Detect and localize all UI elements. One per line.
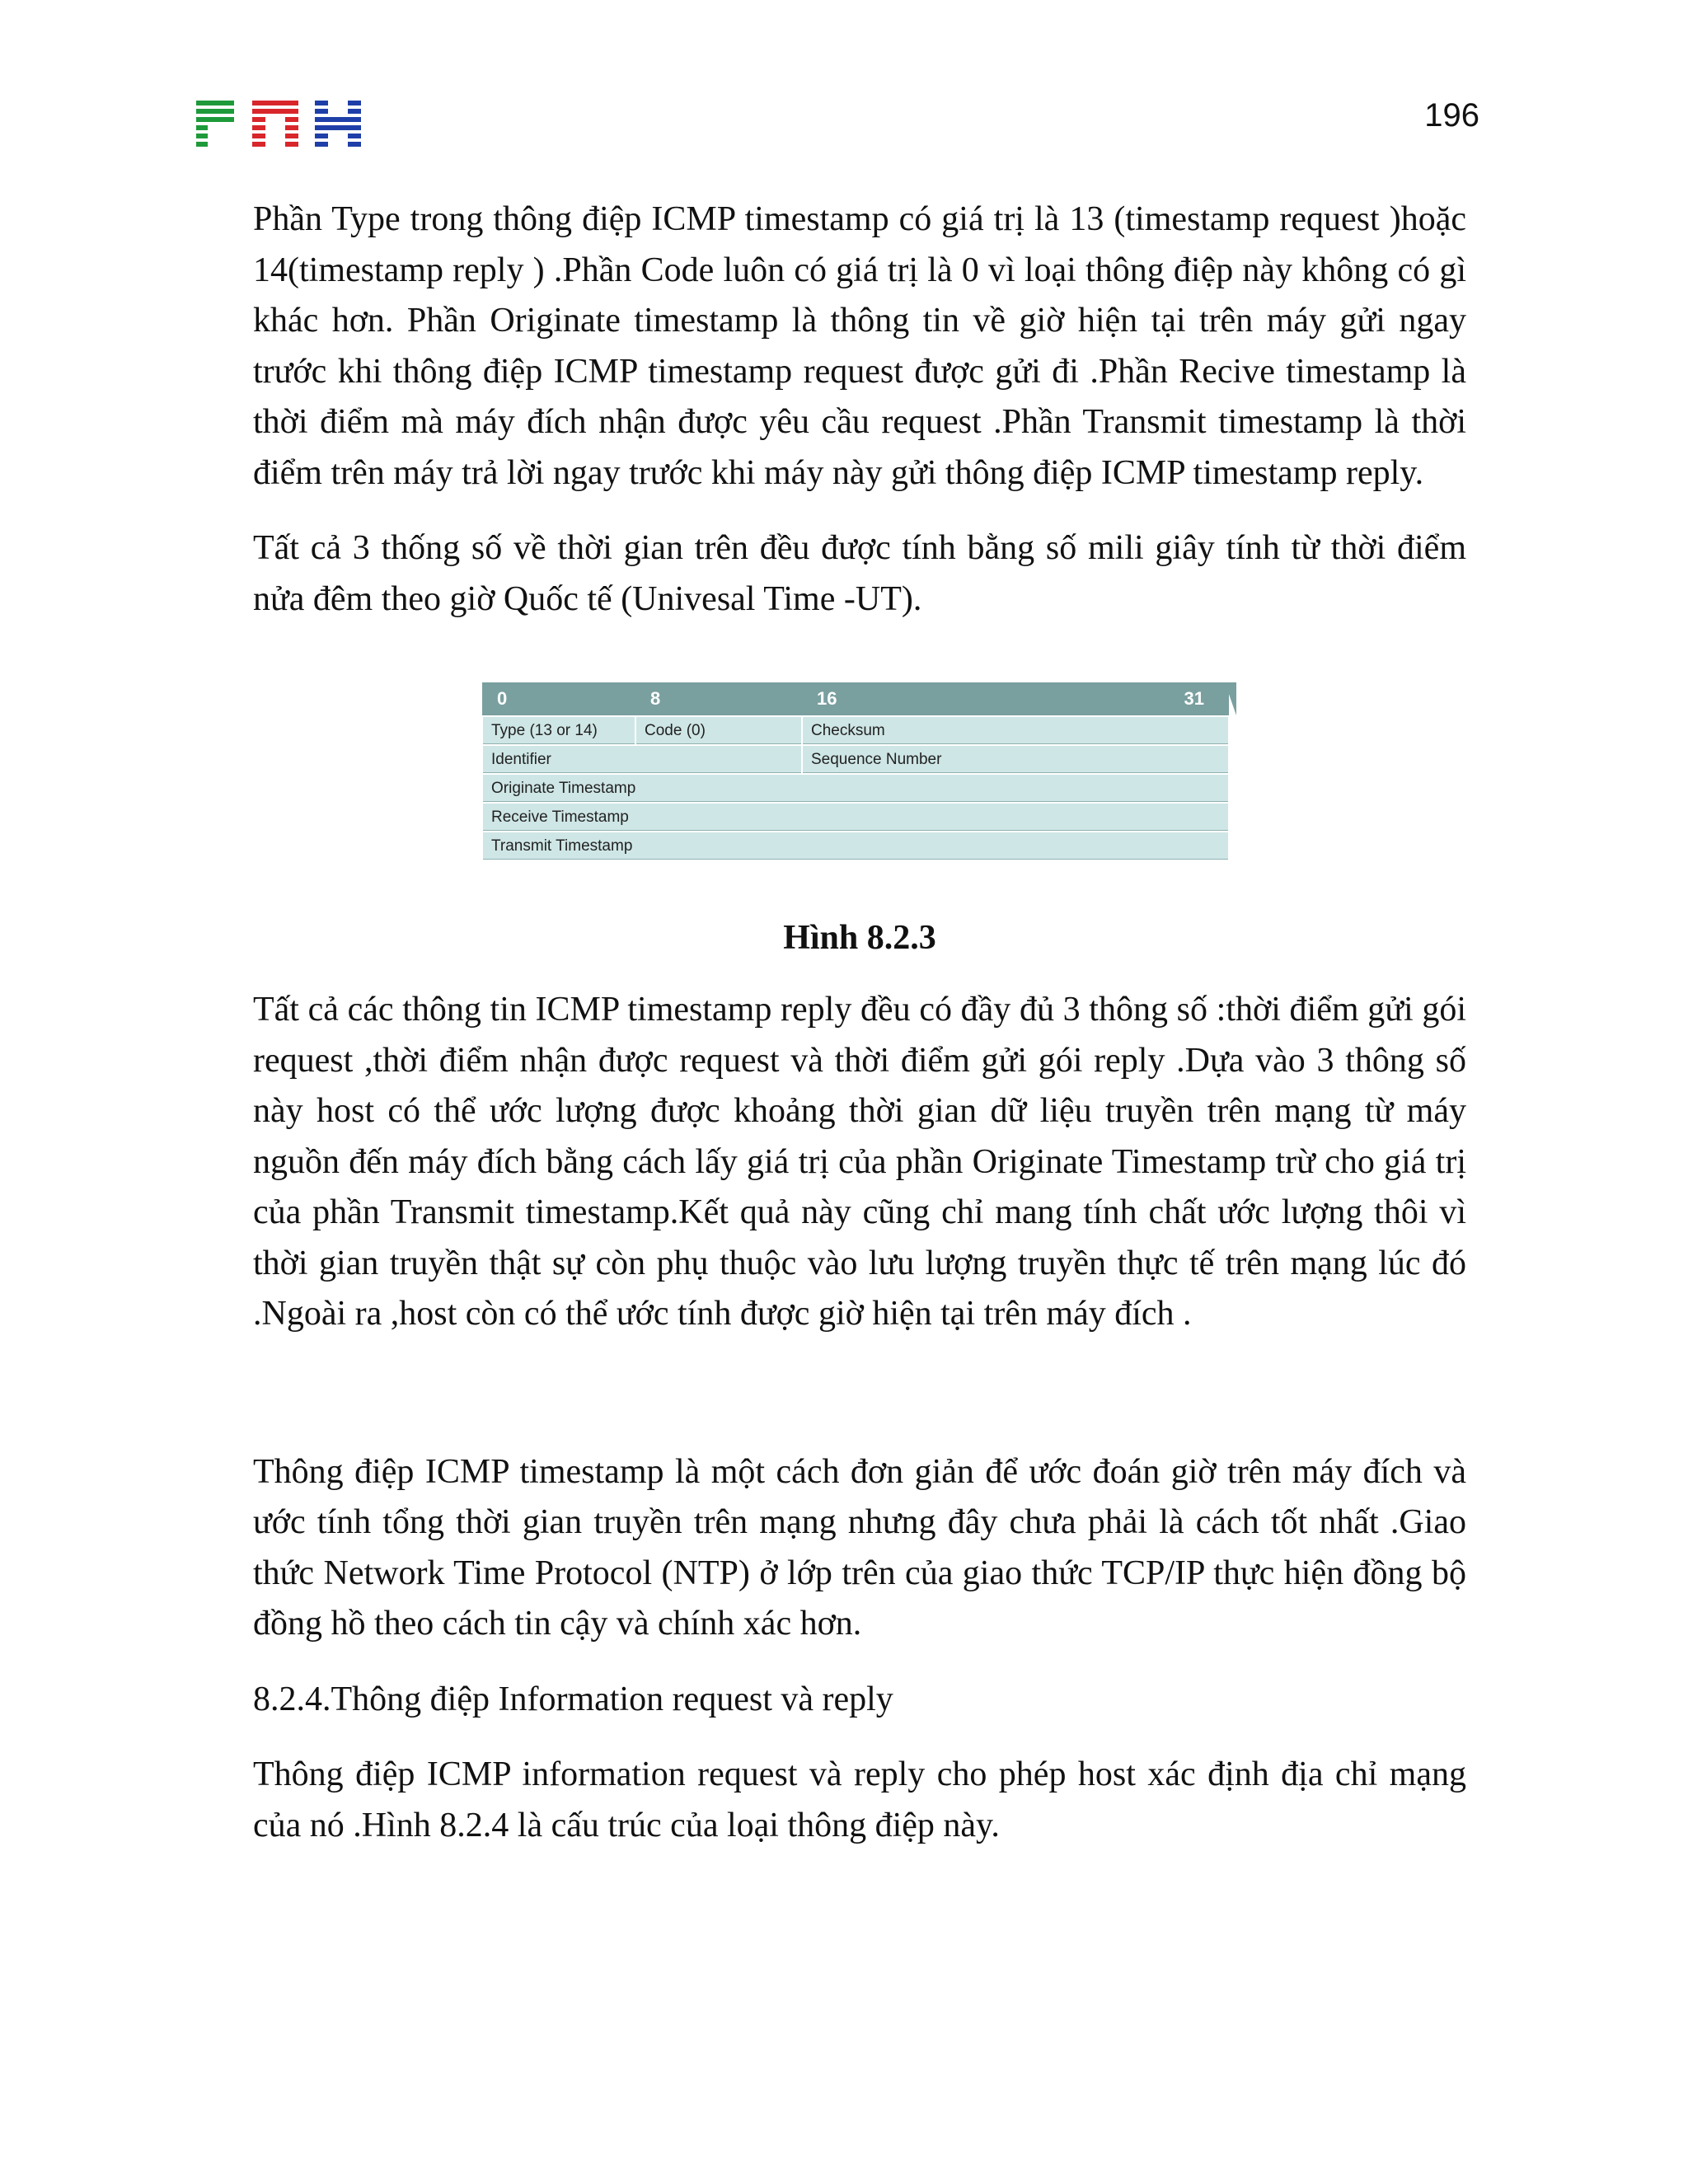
section-heading-8-2-4: 8.2.4.Thông điệp Information request và reply [253,1680,893,1718]
bit-31: 31 [1184,688,1204,709]
field-originate-timestamp: Originate Timestamp [482,774,1229,803]
bit-0: 0 [482,682,635,716]
table-row [482,803,1229,832]
icmp-timestamp-format-table [481,682,1230,861]
header-corner-bevel [1225,682,1236,715]
field-sequence-number: Sequence Number [802,745,1229,774]
field-transmit-timestamp: Transmit Timestamp [482,832,1229,860]
table-row [482,745,1229,774]
field-identifier: Identifier [482,745,802,774]
paragraph-type-code-timestamps: Phần Type trong thông điệp ICMP timestamp có giá trị là 13 (timestamp request )hoặc 14(timestamp reply ) .Phần Code luôn có giá trị là 0 vì loại thông điệp này không có gì khác hơn. Phần Originate timestamp là thông tin về giờ hiện tại trên máy gửi ngay trước khi thông điệp ICMP timestamp request được gửi đi .Phần Recive timestamp là thời điểm mà máy đích nhận được yêu cầu request .Phần Transmit timestamp là thời điểm trên máy trả lời ngay trước khi máy này gửi thông điệp ICMP timestamp reply. [253,200,1466,492]
logo-letter-p [196,101,234,147]
bit-16-31 [802,682,1229,716]
field-code: Code (0) [635,716,802,745]
logo-letter-n [252,101,298,147]
table-row [482,832,1229,860]
field-checksum: Checksum [802,716,1229,745]
table-row [482,774,1229,803]
paragraph-information-request: Thông điệp ICMP information request và reply cho phép host xác định địa chỉ mạng của nó .Hình 8.2.4 là cấu trúc của loại thông điệp này. [253,1755,1466,1844]
bit-8: 8 [635,682,802,716]
paragraph-ntp-note: Thông điệp ICMP timestamp là một cách đơn giản để ước đoán giờ trên máy đích và ước tính tổng thời gian truyền trên mạng nhưng đây chưa phải là cách tốt nhất .Giao thức Network Time Protocol (NTP) ở lớp trên của giao thức TCP/IP thực hiện đồng bộ đồng hồ theo cách tin cậy và chính xác hơn. [253,1452,1466,1643]
field-type: Type (13 or 14) [482,716,635,745]
pnh-logo [196,101,361,147]
logo-letter-h [315,101,361,147]
figure-caption: Hình 8.2.3 [783,919,936,957]
field-receive-timestamp: Receive Timestamp [482,803,1229,832]
paragraph-timestamp-reply-estimation: Tất cả các thông tin ICMP timestamp reply đều có đầy đủ 3 thông số :thời điểm gửi gói request ,thời điểm nhận được request và thời điểm gửi gói reply .Dựa vào 3 thông số này host có thể ước lượng được khoảng thời gian dữ liệu truyền trên mạng từ máy nguồn đến máy đích bằng cách lấy giá trị của phần Originate Timestamp trừ cho giá trị của phần Transmit timestamp.Kết quả này cũng chỉ mang tính chất ước lượng thôi vì thời gian truyền thật sự còn phụ thuộc vào lưu lượng truyền thực tế trên mạng lúc đó .Ngoài ra ,host còn có thể ước tính được giờ hiện tại trên máy đích . [253,991,1466,1333]
page-number: 196 [1424,97,1479,134]
bit-offset-header [482,682,1229,716]
paragraph-time-units: Tất cả 3 thống số về thời gian trên đều được tính bằng số mili giây tính từ thời điểm nửa đêm theo giờ Quốc tế (Univesal Time -UT). [253,529,1466,618]
table-row [482,716,1229,745]
bit-16: 16 [817,688,837,709]
icmp-timestamp-figure [481,682,1228,864]
page-content [253,194,1466,1851]
